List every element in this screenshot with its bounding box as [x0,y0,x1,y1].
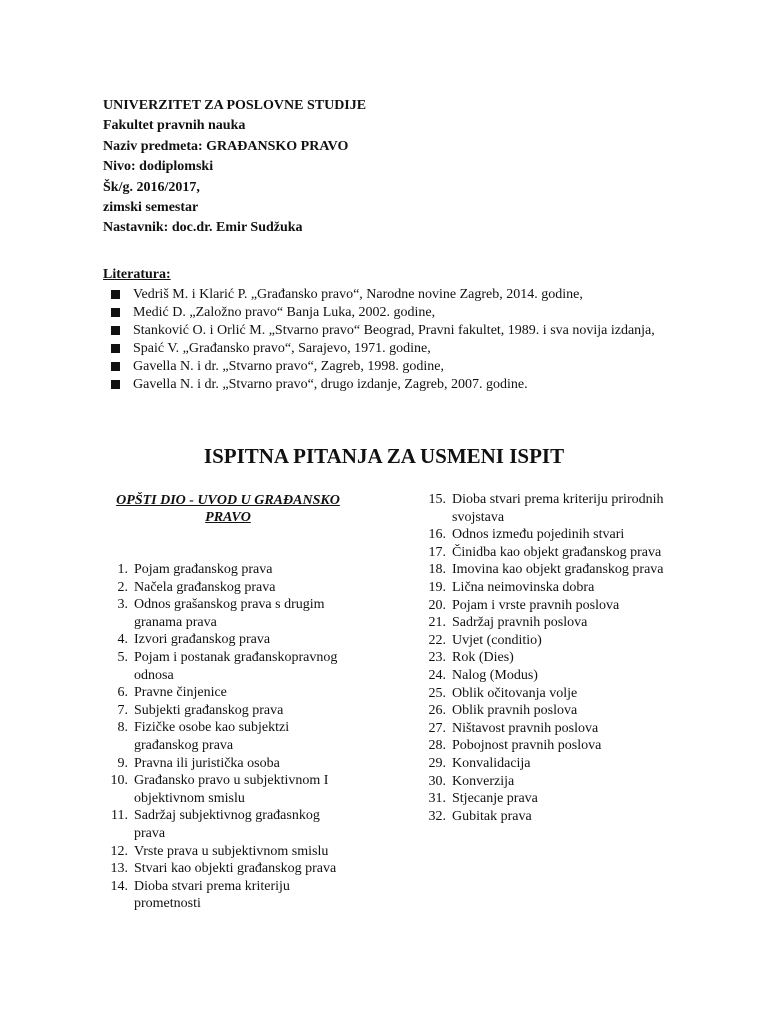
question-text: Konverzija [452,773,515,789]
question-number: 19. [428,579,446,595]
question-item [102,719,352,754]
question-number: 13. [110,861,128,877]
university-name: UNIVERZITET ZA POSLOVNE STUDIJE [103,98,367,113]
question-number: 23. [428,650,446,666]
question-number: 24. [428,667,446,683]
question-number: 30. [428,773,446,789]
question-text: Pobojnost pravnih poslova [452,738,602,754]
question-text: Pravna ili juristička osoba [134,755,280,771]
square-bullet-icon [111,380,120,389]
question-number: 3. [117,597,128,613]
question-text: Gubitak prava [452,808,532,824]
question-text: Odnos grašanskog prava s drugim granama prava [134,597,325,630]
literature-item: Medić D. „Založno pravo“ Banja Luka, 2002. godine, [111,304,671,322]
question-text: Dioba stvari prema kriteriju prometnosti [134,878,290,912]
question-text: Subjekti građanskog prava [134,702,284,718]
question-text: Stvari kao objekti građanskog prava [134,861,337,877]
semester: zimski semestar [103,200,199,216]
question-number: 5. [117,649,128,665]
question-number: 11. [111,808,128,824]
question-text: Pravne činjenice [134,685,227,701]
question-text: Ništavost pravnih poslova [452,720,599,736]
question-item [102,807,352,842]
document-header [103,96,366,239]
square-bullet-icon [111,290,120,299]
question-text: Uvjet (conditio) [452,632,542,648]
question-number: 10. [110,773,128,789]
question-number: 6. [117,685,128,701]
section-title: OPŠTI DIO - UVOD U GRAĐANSKO PRAVO [116,493,340,525]
question-number: 25. [428,685,446,701]
question-item [420,702,700,720]
question-text: Odnos između pojedinih stvari [452,527,625,543]
question-text: Oblik pravnih poslova [452,703,578,719]
question-item [420,773,700,791]
question-number: 16. [428,527,446,543]
faculty-name: Fakultet pravnih nauka [103,118,246,134]
exam-title: ISPITNA PITANJA ZA USMENI ISPIT [203,444,565,468]
square-bullet-icon [111,326,120,335]
question-number: 32. [428,808,446,824]
question-item [102,878,352,913]
question-number: 29. [428,755,446,771]
questions-right-column [420,491,700,825]
question-number: 12. [110,843,128,859]
question-item [420,544,700,562]
question-item [420,755,700,773]
question-text: Građansko pravo u subjektivnom I objektivnom smislu [134,773,329,806]
question-item [420,649,700,667]
question-item [102,596,352,631]
literature-item: Stanković O. i Orlić M. „Stvarno pravo“ Beograd, Pravni fakultet, 1989. i sva novija izdanja, [111,322,671,340]
question-item [102,649,352,684]
question-text: Pojam građanskog prava [134,562,273,577]
question-number: 18. [428,562,446,578]
question-text: Pojam i vrste pravnih poslova [452,597,620,613]
question-item [102,684,352,702]
question-item [420,491,700,526]
question-text: Imovina kao objekt građanskog prava [452,562,664,578]
question-item [102,702,352,720]
question-item [102,860,352,878]
course-name: Naziv predmeta: GRAĐANSKO PRAVO [103,138,349,154]
question-text: Vrste prava u subjektivnom smislu [134,843,329,859]
question-number: 31. [428,791,446,807]
literature-title: Literatura: [103,267,171,282]
question-text: Lična neimovinska dobra [452,579,595,595]
question-item [420,667,700,685]
question-text: Sadržaj pravnih poslova [452,615,588,631]
question-text: Stjecanje prava [452,791,538,807]
question-item [420,561,700,579]
literature-list [111,286,671,394]
question-number: 2. [117,579,128,595]
question-text: Konvalidacija [452,755,531,771]
question-item [102,631,352,649]
teacher: Nastavnik: doc.dr. Emir Sudžuka [103,220,303,236]
question-number: 17. [428,544,446,560]
question-item [420,720,700,738]
question-item [102,579,352,597]
question-item [102,843,352,861]
literature-item: Spaić V. „Građansko pravo“, Sarajevo, 1971. godine, [111,340,671,358]
question-item [420,808,700,826]
question-item [102,772,352,807]
literature-item: Vedriš M. i Klarić P. „Građansko pravo“, Narodne novine Zagreb, 2014. godine, [111,286,671,304]
question-number: 21. [428,615,446,631]
question-number: 1. [117,562,128,577]
question-item [420,526,700,544]
question-item [420,790,700,808]
question-text: Činidba kao objekt građanskog prava [452,544,662,560]
question-number: 15. [428,492,446,507]
literature-item: Gavella N. i dr. „Stvarno pravo“, Zagreb, 1998. godine, [111,358,671,376]
question-item [420,597,700,615]
question-text: Izvori građanskog prava [134,632,271,648]
question-text: Nalog (Modus) [452,667,538,683]
question-text: Načela građanskog prava [134,579,276,595]
question-number: 27. [428,720,446,736]
question-number: 28. [428,738,446,754]
question-item [420,632,700,650]
question-number: 8. [117,720,128,736]
question-item [102,561,352,579]
question-text: Rok (Dies) [452,650,514,666]
question-number: 26. [428,703,446,719]
question-item [102,755,352,773]
question-item [420,737,700,755]
question-text: Fizičke osobe kao subjektzi građanskog prava [134,720,290,753]
questions-left-column [102,561,352,913]
question-text: Pojam i postanak građanskopravnog odnosa [134,649,338,683]
question-item [420,579,700,597]
question-text: Oblik očitovanja volje [452,685,578,701]
question-number: 20. [428,597,446,613]
question-item [420,685,700,703]
school-year: Šk/g. 2016/2017, [103,179,200,195]
question-number: 4. [117,632,128,648]
question-number: 14. [110,878,128,894]
question-number: 7. [117,702,128,718]
study-level: Nivo: dodiplomski [103,159,214,175]
question-text: Sadržaj subjektivnog građasnkog prava [134,808,320,841]
square-bullet-icon [111,308,120,317]
question-item [420,614,700,632]
question-number: 22. [428,632,446,648]
square-bullet-icon [111,344,120,353]
literature-item: Gavella N. i dr. „Stvarno pravo“, drugo izdanje, Zagreb, 2007. godine. [111,376,671,394]
question-text: Dioba stvari prema kriteriju prirodnih svojstava [452,492,664,525]
question-number: 9. [117,755,128,771]
square-bullet-icon [111,362,120,371]
